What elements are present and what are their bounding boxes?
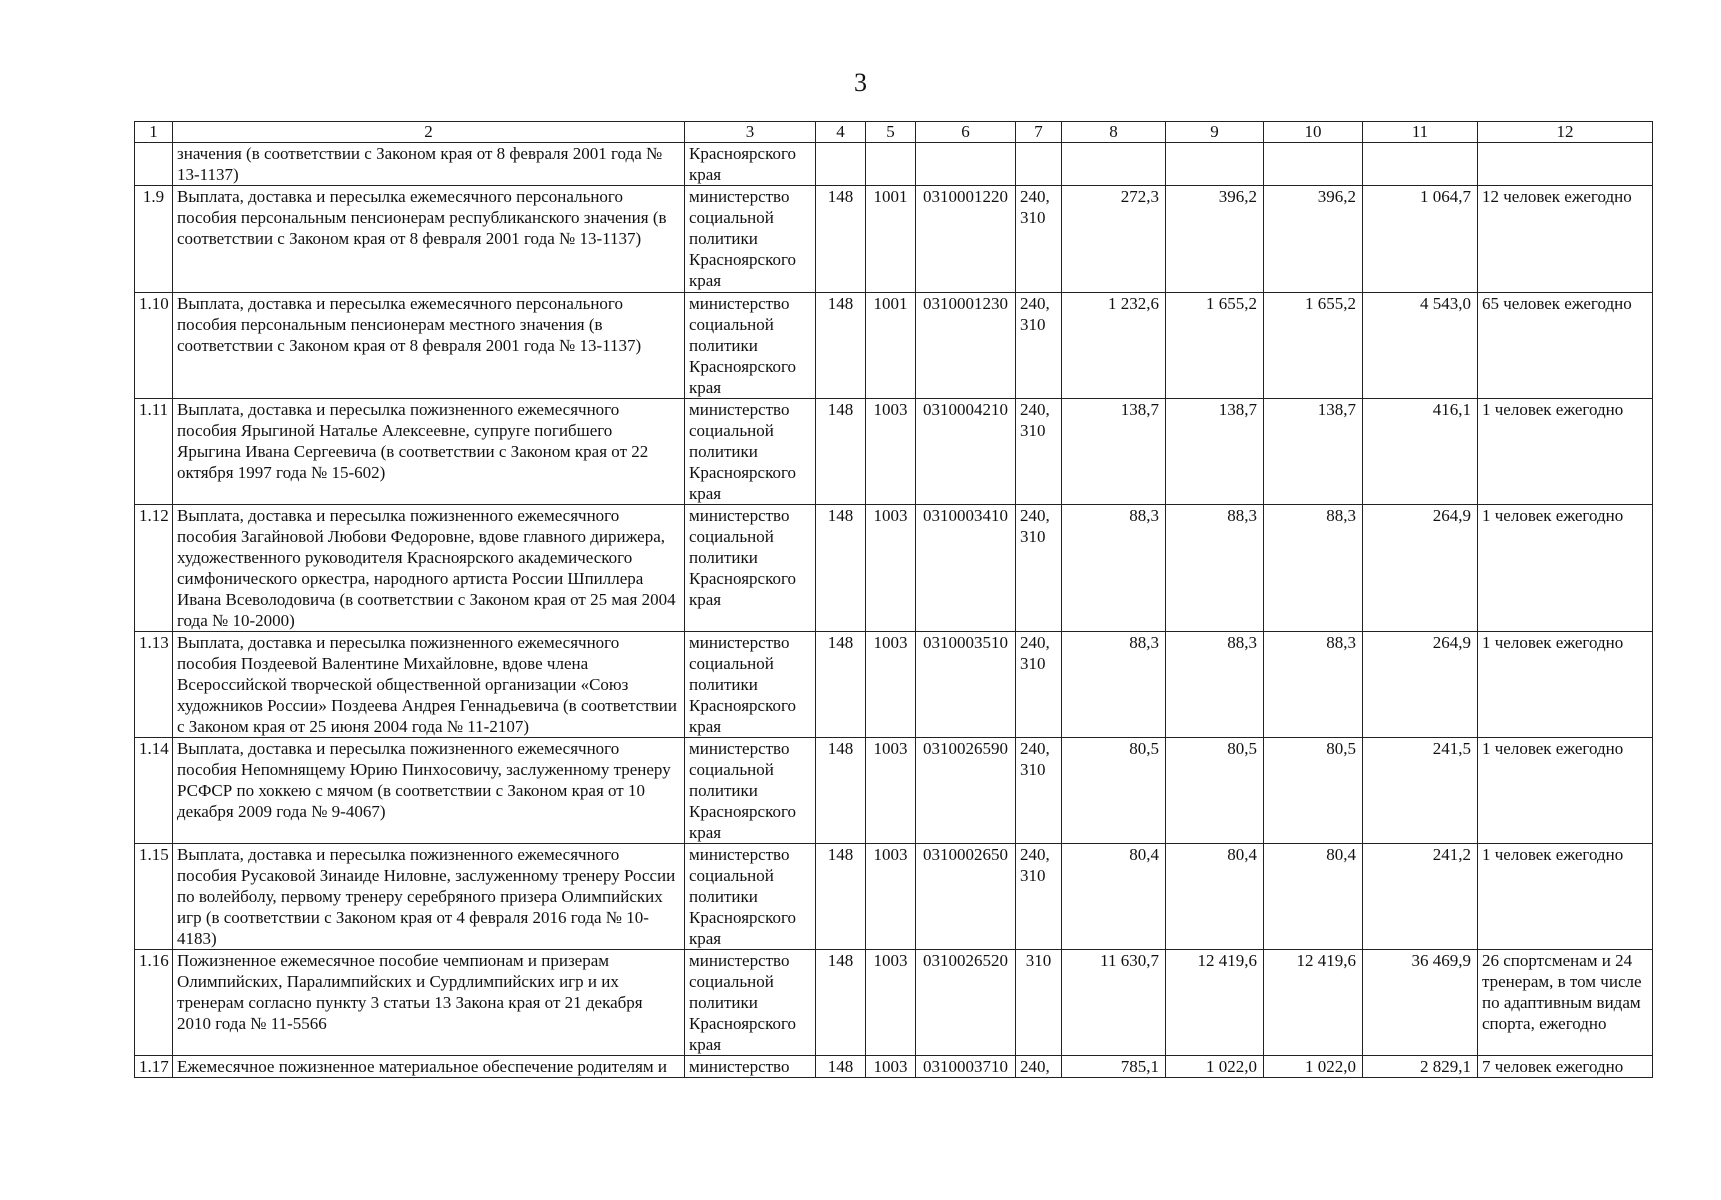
row-description: значения (в соответствии с Законом края от 8 февраля 2001 года № 13-1137) — [173, 143, 685, 186]
page-number: 3 — [854, 68, 867, 97]
row-col11: 4 543,0 — [1363, 293, 1478, 399]
row-col7: 310 — [1016, 950, 1062, 1056]
row-col6: 0310026590 — [916, 738, 1016, 844]
row-col10: 88,3 — [1264, 505, 1363, 632]
row-col9: 1 655,2 — [1166, 293, 1264, 399]
row-col10: 88,3 — [1264, 632, 1363, 738]
row-col8: 80,5 — [1062, 738, 1166, 844]
row-col5: 1001 — [866, 293, 916, 399]
row-description: Выплата, доставка и пересылка пожизненного ежемесячного пособия Непомнящему Юрию Пинхосовичу, заслуженному тренеру РСФСР по хоккею с мячом (в соответствии с Законом края от 10 декабря 2009 года № 9-4067) — [173, 738, 685, 844]
row-col12: 1 человек ежегодно — [1478, 399, 1653, 505]
row-col4: 148 — [816, 950, 866, 1056]
row-description: Выплата, доставка и пересылка ежемесячного персонального пособия персональным пенсионерам республиканского значения (в соответствии с Законом края от 8 февраля 2001 года № 13-1137) — [173, 186, 685, 293]
row-col11: 1 064,7 — [1363, 186, 1478, 293]
row-col5: 1003 — [866, 950, 916, 1056]
row-col10: 80,5 — [1264, 738, 1363, 844]
row-col7 — [1016, 143, 1062, 186]
row-col7: 240, 310 — [1016, 186, 1062, 293]
row-col11 — [1363, 143, 1478, 186]
table-row — [135, 844, 1653, 950]
row-col9: 88,3 — [1166, 632, 1264, 738]
row-executor: министерство социальной политики Красноярского края — [685, 844, 816, 950]
row-col9 — [1166, 143, 1264, 186]
row-col10: 138,7 — [1264, 399, 1363, 505]
column-header: 10 — [1264, 122, 1363, 143]
row-col11: 36 469,9 — [1363, 950, 1478, 1056]
row-col6: 0310004210 — [916, 399, 1016, 505]
row-executor: Красноярского края — [685, 143, 816, 186]
row-col5: 1003 — [866, 632, 916, 738]
row-col8: 138,7 — [1062, 399, 1166, 505]
column-header: 4 — [816, 122, 866, 143]
row-number: 1.11 — [135, 399, 173, 505]
row-number: 1.14 — [135, 738, 173, 844]
row-col8 — [1062, 143, 1166, 186]
column-header: 6 — [916, 122, 1016, 143]
table-row — [135, 1056, 1653, 1078]
row-description: Выплата, доставка и пересылка ежемесячного персонального пособия персональным пенсионерам местного значения (в соответствии с Законом края от 8 февраля 2001 года № 13-1137) — [173, 293, 685, 399]
row-col5: 1003 — [866, 1056, 916, 1078]
row-col5: 1003 — [866, 505, 916, 632]
row-executor: министерство — [685, 1056, 816, 1078]
row-col7: 240, 310 — [1016, 293, 1062, 399]
column-header: 8 — [1062, 122, 1166, 143]
row-number: 1.16 — [135, 950, 173, 1056]
row-col10: 1 655,2 — [1264, 293, 1363, 399]
column-header: 7 — [1016, 122, 1062, 143]
column-header: 12 — [1478, 122, 1653, 143]
row-col11: 416,1 — [1363, 399, 1478, 505]
row-col4: 148 — [816, 186, 866, 293]
column-header: 11 — [1363, 122, 1478, 143]
row-description: Пожизненное ежемесячное пособие чемпионам и призерам Олимпийских, Паралимпийских и Сурдлимпийских игр и их тренерам согласно пункту 3 статьи 13 Закона края от 21 декабря 2010 года № 11-5566 — [173, 950, 685, 1056]
row-col8: 11 630,7 — [1062, 950, 1166, 1056]
row-col11: 264,9 — [1363, 632, 1478, 738]
row-col4: 148 — [816, 844, 866, 950]
row-number: 1.9 — [135, 186, 173, 293]
row-col9: 396,2 — [1166, 186, 1264, 293]
row-col12: 1 человек ежегодно — [1478, 632, 1653, 738]
row-col5: 1003 — [866, 844, 916, 950]
table-row — [135, 293, 1653, 399]
row-executor: министерство социальной политики Красноярского края — [685, 186, 816, 293]
row-col8: 88,3 — [1062, 632, 1166, 738]
row-col5: 1003 — [866, 738, 916, 844]
row-col4: 148 — [816, 632, 866, 738]
row-number: 1.12 — [135, 505, 173, 632]
row-col12: 1 человек ежегодно — [1478, 844, 1653, 950]
column-header: 3 — [685, 122, 816, 143]
column-header: 1 — [135, 122, 173, 143]
row-col8: 1 232,6 — [1062, 293, 1166, 399]
row-col9: 12 419,6 — [1166, 950, 1264, 1056]
row-number: 1.17 — [135, 1056, 173, 1078]
row-number: 1.15 — [135, 844, 173, 950]
row-description: Выплата, доставка и пересылка пожизненного ежемесячного пособия Ярыгиной Наталье Алексеевне, супруге погибшего Ярыгина Ивана Сергеевича (в соответствии с Законом края от 22 октября 1997 года № 15-602) — [173, 399, 685, 505]
row-col5 — [866, 143, 916, 186]
row-number: 1.10 — [135, 293, 173, 399]
row-col11: 2 829,1 — [1363, 1056, 1478, 1078]
row-col10 — [1264, 143, 1363, 186]
row-col12: 1 человек ежегодно — [1478, 738, 1653, 844]
table-row — [135, 632, 1653, 738]
row-col7: 240, 310 — [1016, 844, 1062, 950]
column-header: 2 — [173, 122, 685, 143]
row-executor: министерство социальной политики Красноярского края — [685, 632, 816, 738]
row-col10: 396,2 — [1264, 186, 1363, 293]
row-col9: 80,4 — [1166, 844, 1264, 950]
row-col10: 12 419,6 — [1264, 950, 1363, 1056]
row-col9: 138,7 — [1166, 399, 1264, 505]
row-col7: 240, 310 — [1016, 632, 1062, 738]
row-col8: 785,1 — [1062, 1056, 1166, 1078]
row-col4: 148 — [816, 1056, 866, 1078]
row-col10: 1 022,0 — [1264, 1056, 1363, 1078]
row-col6: 0310003410 — [916, 505, 1016, 632]
row-col12: 26 спортсменам и 24 тренерам, в том числе по адаптивным видам спорта, ежегодно — [1478, 950, 1653, 1056]
row-number: 1.13 — [135, 632, 173, 738]
row-col5: 1003 — [866, 399, 916, 505]
row-col12: 1 человек ежегодно — [1478, 505, 1653, 632]
row-col4: 148 — [816, 399, 866, 505]
row-col12: 12 человек ежегодно — [1478, 186, 1653, 293]
row-executor: министерство социальной политики Красноярского края — [685, 399, 816, 505]
row-description: Выплата, доставка и пересылка пожизненного ежемесячного пособия Русаковой Зинаиде Ниловне, заслуженному тренеру России по волейболу, первому тренеру серебряного призера Олимпийских игр (в соответствии с Законом края от 4 февраля 2016 года № 10-4183) — [173, 844, 685, 950]
column-header: 9 — [1166, 122, 1264, 143]
row-col12: 65 человек ежегодно — [1478, 293, 1653, 399]
row-col10: 80,4 — [1264, 844, 1363, 950]
row-executor: министерство социальной политики Красноярского края — [685, 738, 816, 844]
table-row — [135, 186, 1653, 293]
row-description: Ежемесячное пожизненное материальное обеспечение родителям и — [173, 1056, 685, 1078]
row-col4: 148 — [816, 293, 866, 399]
row-col6 — [916, 143, 1016, 186]
row-col9: 1 022,0 — [1166, 1056, 1264, 1078]
row-col7: 240, 310 — [1016, 399, 1062, 505]
row-col7: 240, 310 — [1016, 505, 1062, 632]
row-col6: 0310001220 — [916, 186, 1016, 293]
row-executor: министерство социальной политики Красноярского края — [685, 950, 816, 1056]
row-col6: 0310026520 — [916, 950, 1016, 1056]
table-row — [135, 505, 1653, 632]
row-col12 — [1478, 143, 1653, 186]
row-col6: 0310001230 — [916, 293, 1016, 399]
column-number-row — [135, 122, 1653, 143]
row-col11: 241,2 — [1363, 844, 1478, 950]
row-col8: 88,3 — [1062, 505, 1166, 632]
row-description: Выплата, доставка и пересылка пожизненного ежемесячного пособия Поздеевой Валентине Михайловне, вдове члена Всероссийской творческой общественной организации «Союз художников России» Поздеева Андрея Геннадьевича (в соответствии с Законом края от 25 июня 2004 года № 11-2107) — [173, 632, 685, 738]
row-number — [135, 143, 173, 186]
column-header: 5 — [866, 122, 916, 143]
row-col12: 7 человек ежегодно — [1478, 1056, 1653, 1078]
table-row — [135, 950, 1653, 1056]
row-col5: 1001 — [866, 186, 916, 293]
row-description: Выплата, доставка и пересылка пожизненного ежемесячного пособия Загайновой Любови Федоровне, вдове главного дирижера, художественного руководителя Красноярского академического симфонического оркестра, народного артиста России Шпиллера Ивана Всеволодовича (в соответствии с Законом края от 25 мая 2004 года № 10-2000) — [173, 505, 685, 632]
row-col8: 80,4 — [1062, 844, 1166, 950]
row-col4 — [816, 143, 866, 186]
row-col4: 148 — [816, 738, 866, 844]
row-col9: 80,5 — [1166, 738, 1264, 844]
row-col11: 264,9 — [1363, 505, 1478, 632]
row-col4: 148 — [816, 505, 866, 632]
row-col9: 88,3 — [1166, 505, 1264, 632]
row-col11: 241,5 — [1363, 738, 1478, 844]
row-col7: 240, 310 — [1016, 738, 1062, 844]
row-executor: министерство социальной политики Красноярского края — [685, 293, 816, 399]
row-col6: 0310003710 — [916, 1056, 1016, 1078]
table-row — [135, 399, 1653, 505]
table-row — [135, 738, 1653, 844]
row-executor: министерство социальной политики Красноярского края — [685, 505, 816, 632]
row-col8: 272,3 — [1062, 186, 1166, 293]
row-col7: 240, — [1016, 1056, 1062, 1078]
budget-table — [134, 121, 1653, 1078]
table-row — [135, 143, 1653, 186]
row-col6: 0310002650 — [916, 844, 1016, 950]
row-col6: 0310003510 — [916, 632, 1016, 738]
